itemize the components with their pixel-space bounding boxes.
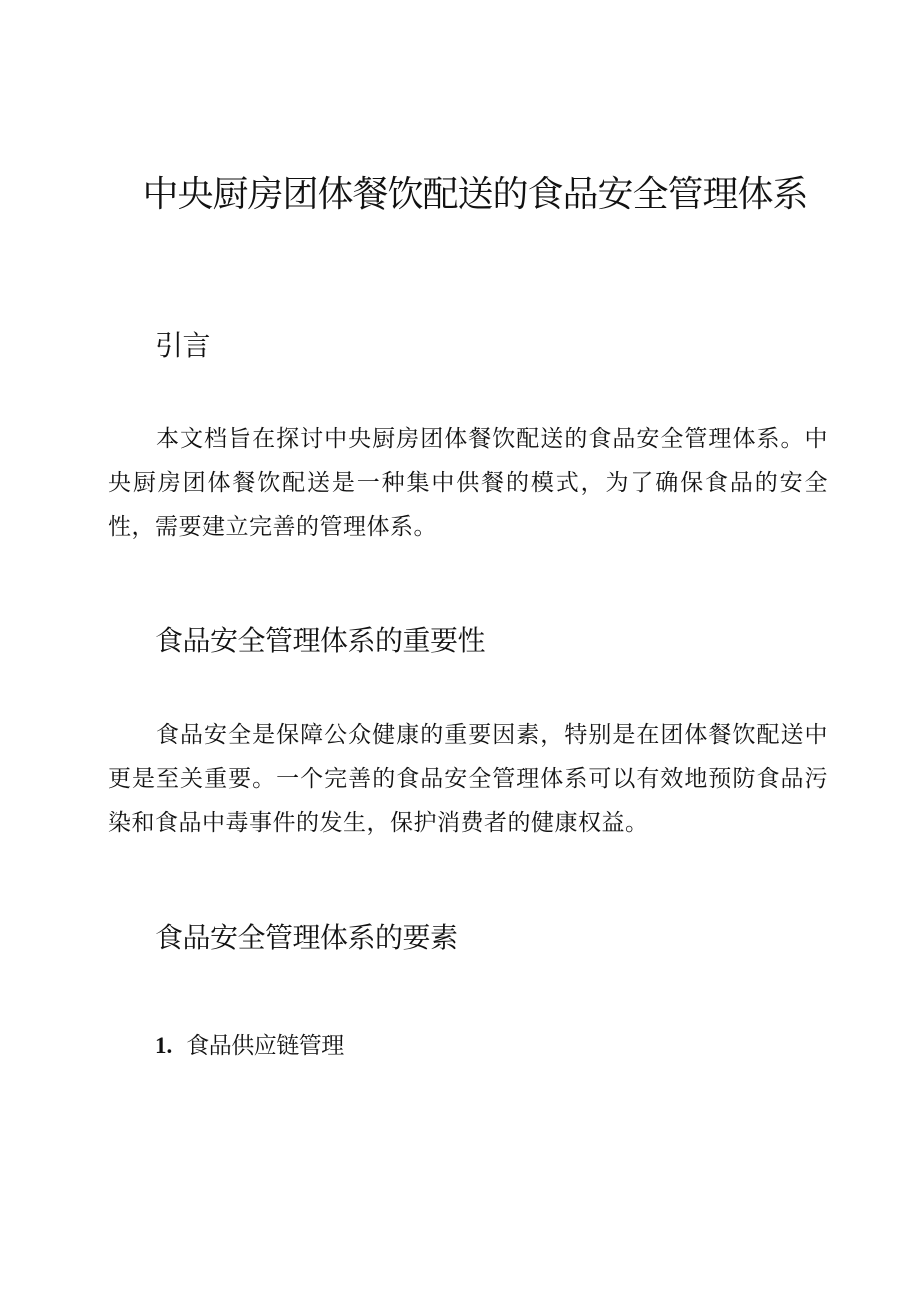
section-paragraph-introduction: 本文档旨在探讨中央厨房团体餐饮配送的食品安全管理体系。中央厨房团体餐饮配送是一种集中供餐的模式，为了确保食品的安全性，需要建立完善的管理体系。 [108, 426, 828, 540]
section-heading-elements: 食品安全管理体系的要素 [155, 921, 458, 954]
document-title: 中央厨房团体餐饮配送的食品安全管理体系 [142, 174, 808, 215]
section-heading-introduction: 引言 [155, 329, 211, 362]
section-heading-importance: 食品安全管理体系的重要性 [155, 624, 486, 657]
list-item [155, 1030, 344, 1062]
list-item-number: 1. [155, 1033, 173, 1058]
section-paragraph-importance: 食品安全是保障公众健康的重要因素，特别是在团体餐饮配送中更是至关重要。一个完善的食品安全管理体系可以有效地预防食品污染和食品中毒事件的发生，保护消费者的健康权益。 [108, 722, 828, 836]
list-item-label: 食品供应链管理 [186, 1033, 344, 1059]
